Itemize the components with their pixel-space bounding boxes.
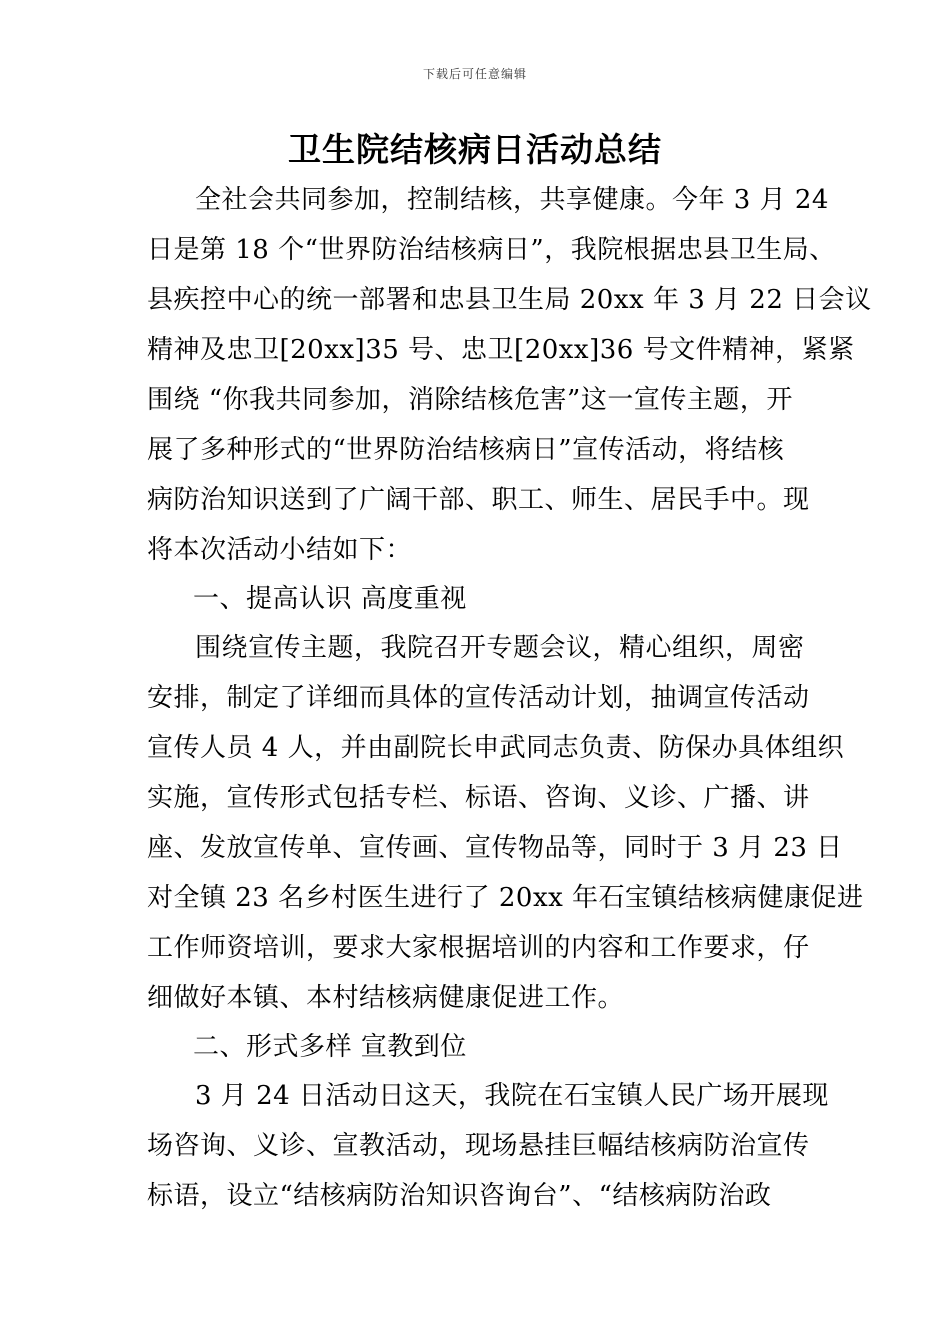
body-line-15: 对全镇 23 名乡村医生进行了 20xx 年石宝镇结核病健康促进 <box>147 883 864 913</box>
body-line-1: 全社会共同参加，控制结核，共享健康。今年 3 月 24 <box>195 185 829 215</box>
body-line-16: 工作师资培训，要求大家根据培训的内容和工作要求，仔 <box>147 933 810 963</box>
body-line-5: 围绕 “你我共同参加，消除结核危害”这一宣传主题，开 <box>147 385 793 415</box>
body-line-21: 标语，设立“结核病防治知识咨询台”、“结核病防治政 <box>147 1181 772 1211</box>
section-heading-2: 二、形式多样 宣教到位 <box>193 1032 467 1062</box>
body-line-11: 安排，制定了详细而具体的宣传活动计划，抽调宣传活动 <box>147 683 810 713</box>
body-line-3: 县疾控中心的统一部署和忠县卫生局 20xx 年 3 月 22 日会议 <box>147 285 872 315</box>
body-line-19: 3 月 24 日活动日这天，我院在石宝镇人民广场开展现 <box>195 1081 829 1111</box>
body-line-2: 日是第 18 个“世界防治结核病日”，我院根据忠县卫生局、 <box>147 235 836 265</box>
body-line-6: 展了多种形式的“世界防治结核病日”宣传活动，将结核 <box>147 435 785 465</box>
body-line-8: 将本次活动小结如下： <box>147 535 413 565</box>
body-line-12: 宣传人员 4 人，并由副院长申武同志负责、防保办具体组织 <box>147 733 845 763</box>
body-line-20: 场咨询、义诊、宣教活动，现场悬挂巨幅结核病防治宣传 <box>147 1131 810 1161</box>
section-heading-1: 一、提高认识 高度重视 <box>193 584 467 614</box>
body-line-7: 病防治知识送到了广阔干部、职工、师生、居民手中。现 <box>147 485 810 515</box>
header-note: 下载后可任意编辑 <box>422 67 527 81</box>
body-line-10: 围绕宣传主题，我院召开专题会议，精心组织，周密 <box>195 633 805 663</box>
body-line-4: 精神及忠卫[20xx]35 号、忠卫[20xx]36 号文件精神，紧紧 <box>147 335 855 365</box>
body-line-13: 实施，宣传形式包括专栏、标语、咨询、义诊、广播、讲 <box>147 783 810 813</box>
body-line-14: 座、发放宣传单、宣传画、宣传物品等，同时于 3 月 23 日 <box>147 833 843 863</box>
document-title: 卫生院结核病日活动总结 <box>288 130 662 169</box>
body-line-17: 细做好本镇、本村结核病健康促进工作。 <box>147 983 625 1013</box>
